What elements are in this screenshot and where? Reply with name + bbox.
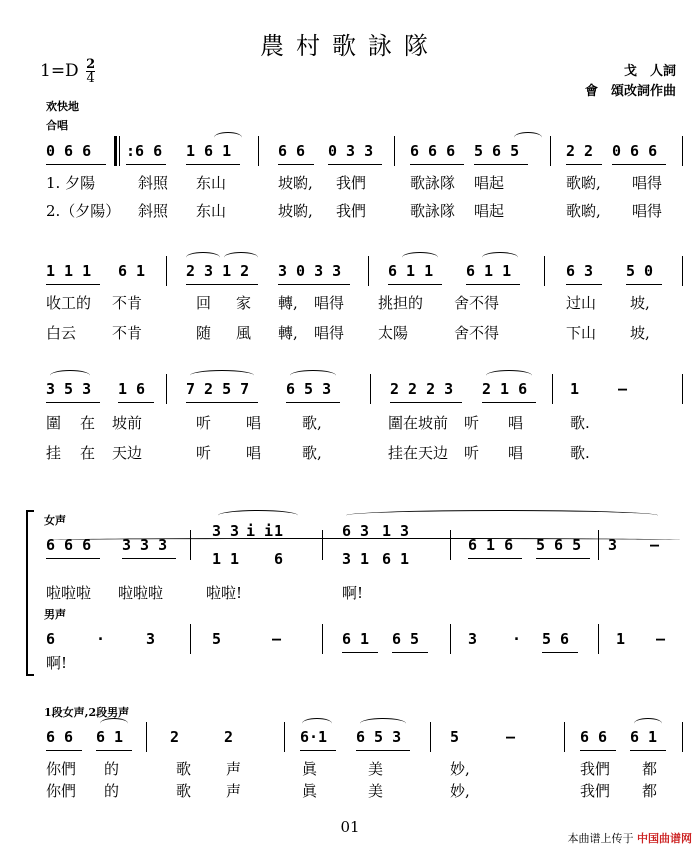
barline xyxy=(322,624,323,654)
beam-line xyxy=(118,402,154,403)
note-group: 3 3 3 xyxy=(122,536,168,554)
lyrics-verse-1-row-5: 你們 的 歌 声 眞 美 妙, 我們 都 xyxy=(46,760,658,778)
barline xyxy=(166,256,167,286)
note-group: 6 6 xyxy=(278,142,306,160)
note-group: 6 3 xyxy=(342,522,370,540)
note-group: 6·1 xyxy=(300,728,328,746)
barline xyxy=(598,530,599,560)
barline xyxy=(284,722,285,752)
male-lyrics: 啊! xyxy=(46,654,68,672)
beam-line xyxy=(482,402,536,403)
note-group: 5 xyxy=(450,728,460,746)
lyrics-verse-1-row-1: 1. 夕陽 斜照 东山 坡喲, 我們 歌詠隊 唱起 歌喲, 唱得 xyxy=(46,174,663,192)
female-lyrics: 啦啦啦 啦啦啦 啦啦! 啊! xyxy=(46,584,364,602)
note-group: 3 3 xyxy=(212,522,240,540)
slur xyxy=(214,132,242,143)
note-group: i i xyxy=(246,522,274,540)
beam-line xyxy=(388,284,442,285)
meter-top: 2 xyxy=(86,57,96,72)
lyrics-verse-2-row-1: 2.（夕陽） 斜照 东山 坡喲, 我們 歌詠隊 唱起 歌喲, 唱得 xyxy=(46,202,663,220)
note-group: 6 xyxy=(46,630,56,648)
note-group: 6 6 xyxy=(46,728,74,746)
slur xyxy=(346,510,658,521)
note-group: – xyxy=(272,630,282,648)
meter-bottom: 4 xyxy=(86,71,95,86)
beam-line xyxy=(286,402,340,403)
lyrics-verse-2-row-5: 你們 的 歌 声 眞 美 妙, 我們 都 xyxy=(46,782,658,800)
beam-line xyxy=(46,164,106,165)
note-group: 6 3 xyxy=(566,262,594,280)
note-group: – xyxy=(656,630,666,648)
beam-line xyxy=(278,164,314,165)
system-bracket xyxy=(26,510,34,676)
key-signature xyxy=(40,58,95,85)
footer-credit xyxy=(568,830,693,846)
composer-credit: 會 頌改詞作曲 xyxy=(584,84,676,99)
note-group: – xyxy=(618,380,628,398)
footer-text: 本曲谱上传于 xyxy=(567,832,634,845)
slur xyxy=(186,252,220,263)
beam-line xyxy=(390,402,462,403)
note-group: 3 0 3 3 xyxy=(278,262,342,280)
lyrics-verse-1-row-3: 圍 在 坡前 听 唱 歌, 圍在坡前 听 唱 歌. xyxy=(46,414,590,432)
beam-line xyxy=(356,750,410,751)
beam-line xyxy=(536,558,590,559)
note-group: 3 xyxy=(146,630,156,648)
note-group: 3 xyxy=(468,630,478,648)
beam-line xyxy=(612,164,666,165)
notation-row-1 xyxy=(46,142,686,164)
note-group: 7 2 5 7 xyxy=(186,380,250,398)
note-group: 1 6 xyxy=(118,380,146,398)
barline xyxy=(370,374,371,404)
beam-line xyxy=(186,164,240,165)
slur xyxy=(290,370,336,381)
slur xyxy=(224,252,258,263)
site-logo[interactable]: 中国曲谱网 xyxy=(637,832,692,845)
barline xyxy=(322,530,323,560)
beam-line xyxy=(46,750,82,751)
note-group: 5 xyxy=(212,630,222,648)
slur xyxy=(482,252,518,263)
note-group: 1 1 xyxy=(212,550,240,568)
male-notation-row xyxy=(46,630,686,652)
slur xyxy=(218,510,298,521)
slur xyxy=(100,718,128,729)
note-group: 5 6 xyxy=(542,630,570,648)
barline xyxy=(682,256,683,286)
barline xyxy=(190,624,191,654)
note-group: · xyxy=(512,630,522,648)
note-group: – xyxy=(506,728,516,746)
barline xyxy=(166,374,167,404)
slur xyxy=(514,132,542,143)
note-group: 5 6 5 xyxy=(536,536,582,554)
barline xyxy=(119,136,120,166)
beam-line xyxy=(328,164,382,165)
beam-line xyxy=(46,402,100,403)
beam-line xyxy=(474,164,528,165)
repeat-barline xyxy=(114,136,117,166)
note-group: 6 1 1 xyxy=(388,262,434,280)
slur xyxy=(402,252,438,263)
note-group: 2 2 xyxy=(566,142,594,160)
beam-line xyxy=(566,164,602,165)
male-voice-label: 男声 xyxy=(44,608,66,621)
tempo-marking: 欢快地 xyxy=(46,100,79,113)
note-group: 0 3 3 xyxy=(328,142,374,160)
note-group: 5 6 5 xyxy=(474,142,520,160)
barline xyxy=(394,136,395,166)
beam-line xyxy=(566,284,602,285)
note-group: 2 xyxy=(170,728,180,746)
barline xyxy=(430,722,431,752)
note-group: 2 1 6 xyxy=(482,380,528,398)
beam-line xyxy=(126,164,166,165)
barline xyxy=(368,256,369,286)
note-group: 0 6 6 xyxy=(46,142,92,160)
note-group: :6 6 xyxy=(126,142,163,160)
note-group: 5 0 xyxy=(626,262,654,280)
female-voice-label: 女声 xyxy=(44,514,66,527)
note-group: 0 6 6 xyxy=(612,142,658,160)
barline xyxy=(190,530,191,560)
slur xyxy=(486,370,532,381)
slur xyxy=(190,370,254,381)
note-group: – xyxy=(650,536,660,554)
lyrics-verse-2-row-3: 挂 在 天边 听 唱 歌, 挂在天边 听 唱 歌. xyxy=(46,444,590,462)
slur xyxy=(50,370,90,381)
barline xyxy=(550,136,551,166)
slur xyxy=(634,718,662,729)
beam-line xyxy=(96,750,132,751)
choir-label: 合唱 xyxy=(46,119,68,132)
barline xyxy=(682,374,683,404)
note-group: 6 6 xyxy=(580,728,608,746)
note-group: 6 1 xyxy=(118,262,146,280)
note-group: 1 3 xyxy=(382,522,410,540)
note-group: 2 2 2 3 xyxy=(390,380,454,398)
note-group: 1 6 1 xyxy=(186,142,232,160)
note-group: 6 1 1 xyxy=(466,262,512,280)
note-group: · xyxy=(96,630,106,648)
beam-line xyxy=(186,284,258,285)
barline xyxy=(682,722,683,752)
verse-voice-note: 1段女声,2段男声 xyxy=(44,706,130,719)
key-label: 1=D xyxy=(40,61,79,81)
slur xyxy=(302,718,332,729)
beam-line xyxy=(468,558,522,559)
slur xyxy=(360,718,406,729)
beam-line xyxy=(122,558,176,559)
beam-line xyxy=(278,284,350,285)
note-group: 6 1 xyxy=(342,630,370,648)
slur xyxy=(50,538,680,543)
note-group: 3 1 xyxy=(342,550,370,568)
note-group: 6 1 xyxy=(382,550,410,568)
note-group: 1 1 1 xyxy=(46,262,92,280)
beam-line xyxy=(186,402,258,403)
barline xyxy=(552,374,553,404)
beam-line xyxy=(580,750,616,751)
barline xyxy=(450,530,451,560)
beam-line xyxy=(46,558,100,559)
notation-row-2 xyxy=(46,262,686,284)
note-group: 6 6 6 xyxy=(46,536,92,554)
note-group: 6 5 3 xyxy=(286,380,332,398)
beam-line xyxy=(466,284,520,285)
beam-line xyxy=(300,750,336,751)
note-group: 1 xyxy=(274,522,284,540)
barline xyxy=(564,722,565,752)
note-group: 6 1 6 xyxy=(468,536,514,554)
note-group: 3 5 3 xyxy=(46,380,92,398)
page-number: 01 xyxy=(340,818,360,836)
notation-row-3 xyxy=(46,380,686,402)
beam-line xyxy=(630,750,666,751)
beam-line xyxy=(410,164,464,165)
note-group: 2 xyxy=(224,728,234,746)
time-signature xyxy=(86,58,95,85)
notation-row-5 xyxy=(46,728,686,750)
note-group: 1 xyxy=(570,380,580,398)
barline xyxy=(598,624,599,654)
lyrics-verse-1-row-2: 收工的 不肯 回 家 轉, 唱得 挑担的 舍不得 过山 坡, xyxy=(46,294,650,312)
note-group: 6 1 xyxy=(96,728,124,746)
song-title: 農村歌詠隊 xyxy=(260,32,440,60)
note-group: 6 1 xyxy=(630,728,658,746)
note-group: 6 xyxy=(274,550,284,568)
beam-line xyxy=(46,284,100,285)
barline xyxy=(258,136,259,166)
note-group: 6 5 3 xyxy=(356,728,402,746)
barline xyxy=(544,256,545,286)
note-group: 6 5 xyxy=(392,630,420,648)
lyrics-verse-2-row-2: 白云 不肯 随 風 轉, 唱得 太陽 舍不得 下山 坡, xyxy=(46,324,650,342)
barline xyxy=(146,722,147,752)
note-group: 6 6 6 xyxy=(410,142,456,160)
barline xyxy=(450,624,451,654)
lyricist-credit: 戈 人詞 xyxy=(623,64,676,79)
note-group: 1 xyxy=(616,630,626,648)
note-group: 3 xyxy=(608,536,618,554)
note-group: 2 3 1 2 xyxy=(186,262,250,280)
beam-line xyxy=(626,284,662,285)
barline xyxy=(682,136,683,166)
